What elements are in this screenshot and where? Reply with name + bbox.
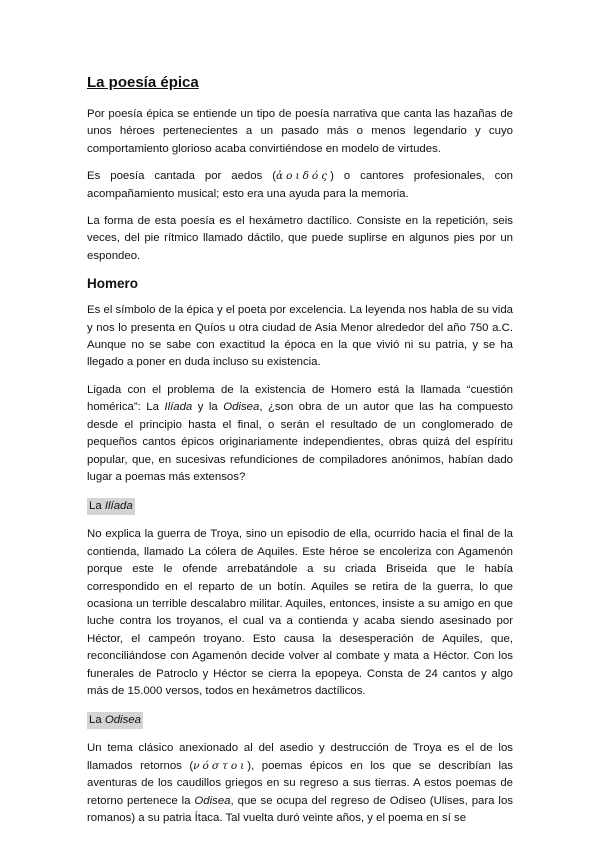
iliada-ref: Ilíada xyxy=(164,401,193,414)
odisea-paragraph xyxy=(87,740,513,827)
odisea-p1-text-c: , que se ocupa del regreso de Odiseo (Ulises, para los romanos) a su patria Ítaca. Tal vuelta duró veinte años, y el poema en sí se xyxy=(87,794,513,824)
odisea-heading-prefix: La xyxy=(89,714,105,727)
homero-p2-text-b: y la xyxy=(192,401,224,414)
subsection-heading-iliada xyxy=(87,498,135,515)
subsection-heading-odisea xyxy=(87,712,143,729)
iliada-paragraph: No explica la guerra de Troya, sino un episodio de ella, ocurrido hacia el final de la contienda, llamado La cólera de Aquiles. Este héroe se encoleriza con Agamenón porque este le ofende arrebatándole a su criada Briseida que le había correspondido en el reparto de un botín. Aquiles se retira de la guerra, lo que ocasiona un terrible descalabro militar. Aquiles, entonces, insiste a su amigo en que luche contra los troyanos, el cual va a contienda y acaba siendo asesinado por Héctor, el campeón troyano. Esto causa la desesperación de Aquiles, que, reconciliándose con Agamenón decide volver al combate y mata a Héctor. Con los funerales de Patroclo y Héctor se cierra la epopeya. Consta de 24 cantos y algo más de 15.000 versos, todos en hexámetros dactílicos. xyxy=(87,528,513,697)
odisea-heading-title: Odisea xyxy=(104,714,141,727)
intro-paragraph-3: La forma de esta poesía es el hexámetro dactílico. Consiste en la repetición, seis veces, del pie rítmico llamado dáctilo, que puede suplirse en algunos pies por un espondeo. xyxy=(87,215,513,262)
greek-term-nostoi: νόστοι xyxy=(193,759,248,772)
homero-p2-text-a: Ligada con el problema de la existencia de Homero está la llamada “cuestión homérica”: La xyxy=(87,383,513,414)
odisea-p1-text-a: Un tema clásico anexionado al del asedio y destrucción de Troya es el de los llamados retornos ( xyxy=(87,742,513,772)
intro-p2-text-a: Es poesía cantada por aedos ( xyxy=(87,170,277,183)
intro-paragraph-1: Por poesía épica se entiende un tipo de poesía narrativa que canta las hazañas de unos héroes pertenecientes a un pasado más o menos legendario y cuyo comportamiento glorioso acaba convirtiéndose en modelo de virtudes. xyxy=(87,108,513,155)
intro-p2-text-b: ) o cantores profesionales, con acompañamiento musical; esto era una ayuda para la memoria. xyxy=(87,170,513,200)
iliada-heading-prefix: La xyxy=(89,500,105,513)
homero-p2-text-c: , ¿son obra de un autor que las ha compuesto desde el principio hasta el final, o serán el resultado de un conglomerado de pequeños cantos épicos originariamente independientes, obras quizá del espíritu popular, que, en sucesivas refundiciones de compiladores anónimos, habían dado lugar a poemas más extensos? xyxy=(87,401,514,483)
section-heading-homero: Homero xyxy=(87,276,139,292)
odisea-ref: Odisea xyxy=(223,401,260,414)
page-title: La poesía épica xyxy=(87,74,199,91)
odisea-ref-2: Odisea xyxy=(194,794,231,807)
greek-term-aoidos: ἀοιδός xyxy=(276,170,331,183)
odisea-p1-text-b: ), poemas épicos en los que se describían las aventuras de los caudillos griegos en su regreso a sus tierras. A estos poemas de retorno pertenece la xyxy=(87,759,513,807)
iliada-heading-title: Ilíada xyxy=(104,500,133,513)
homero-paragraph-2 xyxy=(87,382,513,486)
homero-paragraph-1: Es el símbolo de la épica y el poeta por excelencia. La leyenda nos habla de su vida y nos lo presenta en Quíos u otra ciudad de Asia Menor alrededor del año 750 a.C. Aunque no se sabe con exactitud la época en la que vivió ni su patria, y se ha llegado a poner en duda incluso su existencia. xyxy=(87,304,513,369)
intro-paragraph-2 xyxy=(87,168,513,203)
